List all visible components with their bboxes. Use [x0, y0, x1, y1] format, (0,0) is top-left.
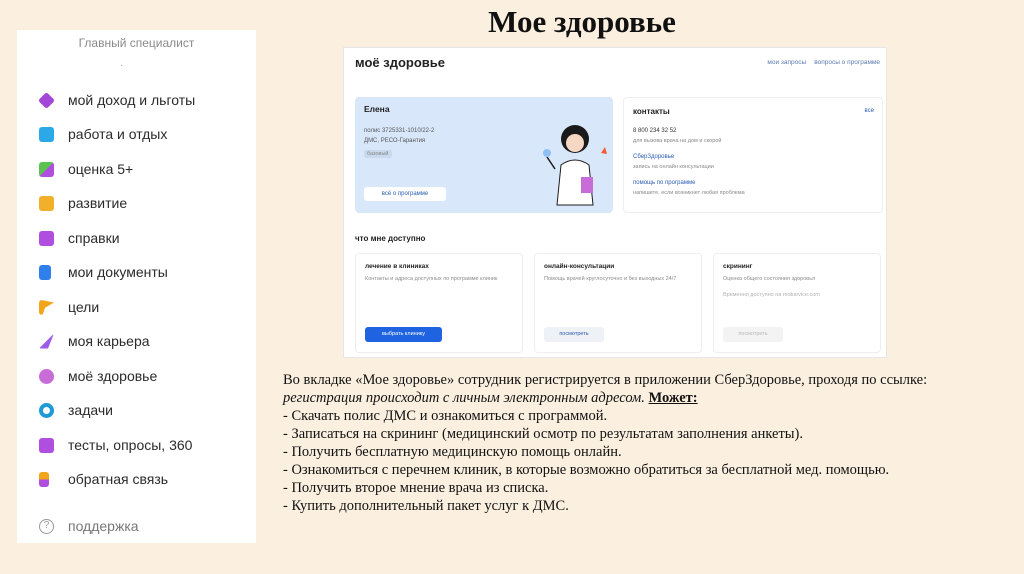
- program-questions-link[interactable]: вопросы о программе: [814, 59, 880, 66]
- feedback-icon: [39, 472, 49, 487]
- doctor-illustration: [535, 117, 615, 207]
- sidebar-separator: ·: [120, 60, 124, 71]
- insurer-name: ДМС, РЕСО-Гарантия: [364, 138, 426, 144]
- sidebar-item-income[interactable]: [39, 88, 195, 112]
- available-services-title: что мне доступно: [355, 234, 426, 243]
- sberzdorovie-link[interactable]: СберЗдоровье: [633, 154, 675, 160]
- certificate-icon: [39, 231, 54, 246]
- sidebar-item-development[interactable]: [39, 191, 127, 215]
- phone-note: для вызова врача на дом и скорой: [633, 138, 722, 144]
- page-title: моё здоровье: [355, 55, 445, 70]
- service-card-clinics: [355, 253, 523, 353]
- sidebar-item-health[interactable]: [39, 364, 157, 388]
- my-requests-link[interactable]: мои запросы: [767, 59, 807, 66]
- sidebar-menu: [17, 30, 256, 543]
- diamond-icon: [38, 92, 55, 109]
- program-info-button[interactable]: всё о программе: [364, 187, 446, 201]
- description-line: - Записаться на скрининг (медицинский осмотр по результатам заполнения анкеты).: [283, 426, 803, 442]
- sidebar-item-work[interactable]: [39, 122, 167, 146]
- checkbox-icon: [39, 438, 54, 453]
- description-line: - Купить дополнительный пакет услуг к ДМС.: [283, 498, 569, 514]
- sidebar-item-career[interactable]: [39, 329, 150, 353]
- description-line: - Ознакомиться с перечнем клиник, в которые возможно обратиться за бесплатной мед. помощью.: [283, 462, 890, 478]
- phone-number[interactable]: 8 800 234 32 52: [633, 128, 677, 134]
- description-line: - Скачать полис ДМС и ознакомиться с программой.: [283, 408, 608, 424]
- sidebar-item-rating[interactable]: [39, 157, 133, 181]
- plan-badge: базовый: [364, 150, 392, 158]
- policy-card: [355, 97, 613, 213]
- service-note: Временно доступно на mobsrvice.com: [723, 292, 820, 298]
- sidebar-header: Главный специалист: [78, 36, 195, 50]
- contacts-card: [623, 97, 883, 213]
- choose-clinic-button[interactable]: выбрать клинику: [365, 327, 442, 342]
- sidebar-item-certificates[interactable]: [39, 226, 120, 250]
- sidebar-item-feedback[interactable]: [39, 467, 168, 491]
- intro-bold: Может:: [648, 390, 698, 406]
- briefcase-icon: [39, 127, 54, 142]
- slide-title: Мое здоровье: [488, 4, 676, 39]
- sidebar-item-label: справки: [68, 230, 120, 246]
- description-intro: [283, 371, 1003, 407]
- sidebar-item-label: работа и отдых: [68, 126, 168, 142]
- service-title: онлайн-консультации: [544, 263, 615, 270]
- view-online-button[interactable]: посмотреть: [544, 327, 604, 342]
- flag-icon: [39, 300, 54, 315]
- sidebar-item-documents[interactable]: [39, 260, 168, 284]
- career-icon: [39, 334, 54, 349]
- view-screening-button[interactable]: посмотреть: [723, 327, 783, 342]
- sidebar-item-label: тесты, опросы, 360: [68, 437, 193, 453]
- description-line: - Получить бесплатную медицинскую помощь онлайн.: [283, 444, 622, 460]
- intro-text: Во вкладке «Мое здоровье» сотрудник регистрируется в приложении СберЗдоровье, проходя по ссылке:: [283, 372, 928, 388]
- policy-number: полис 3725331-1010/22-2: [364, 128, 435, 134]
- sidebar-item-label: моё здоровье: [68, 368, 158, 384]
- service-description: Контакты и адреса доступных по программе клиник: [365, 276, 498, 282]
- slide-description: [283, 371, 1003, 515]
- program-help-link[interactable]: помощь по программе: [633, 180, 696, 186]
- target-icon: [39, 403, 54, 418]
- service-card-online: [534, 253, 702, 353]
- book-icon: [39, 196, 54, 211]
- service-description: Оценка общего состояния здоровья: [723, 276, 816, 282]
- sberzdorovie-note: запись на онлайн консультации: [633, 164, 714, 170]
- document-icon: [39, 265, 51, 280]
- sidebar-item-label: поддержка: [68, 518, 139, 534]
- program-help-note: напишите, если возникнет любая проблема: [633, 190, 745, 196]
- sidebar-item-label: обратная связь: [68, 471, 169, 487]
- service-title: скрининг: [723, 263, 753, 270]
- sidebar-item-tasks[interactable]: [39, 398, 113, 422]
- health-page-screenshot: [343, 47, 887, 358]
- contacts-all-link[interactable]: все: [864, 108, 874, 114]
- header-links: [767, 59, 880, 66]
- description-line: - Получить второе мнение врача из списка.: [283, 480, 549, 496]
- sidebar-item-label: мой доход и льготы: [68, 92, 196, 108]
- service-description: Помощь врачей круглосуточно и без выходных 24/7: [544, 276, 677, 282]
- service-card-screening: [713, 253, 881, 353]
- contacts-title: контакты: [633, 107, 670, 116]
- sidebar-item-support[interactable]: [39, 514, 139, 538]
- sidebar-item-label: моя карьера: [68, 333, 150, 349]
- user-name: Елена: [364, 104, 390, 114]
- sidebar-item-tests[interactable]: [39, 433, 192, 457]
- help-circle-icon: ?: [39, 519, 54, 534]
- sidebar-item-label: развитие: [68, 195, 128, 211]
- intro-italic: регистрация происходит с личным электронным адресом.: [283, 390, 645, 406]
- sidebar-item-label: цели: [68, 299, 100, 315]
- rating-icon: [39, 162, 54, 177]
- service-title: лечение в клиниках: [365, 263, 429, 270]
- sidebar-item-label: мои документы: [68, 264, 168, 280]
- sidebar-item-label: оценка 5+: [68, 161, 134, 177]
- sidebar-item-goals[interactable]: [39, 295, 99, 319]
- heart-icon: [39, 369, 54, 384]
- sidebar-item-label: задачи: [68, 402, 113, 418]
